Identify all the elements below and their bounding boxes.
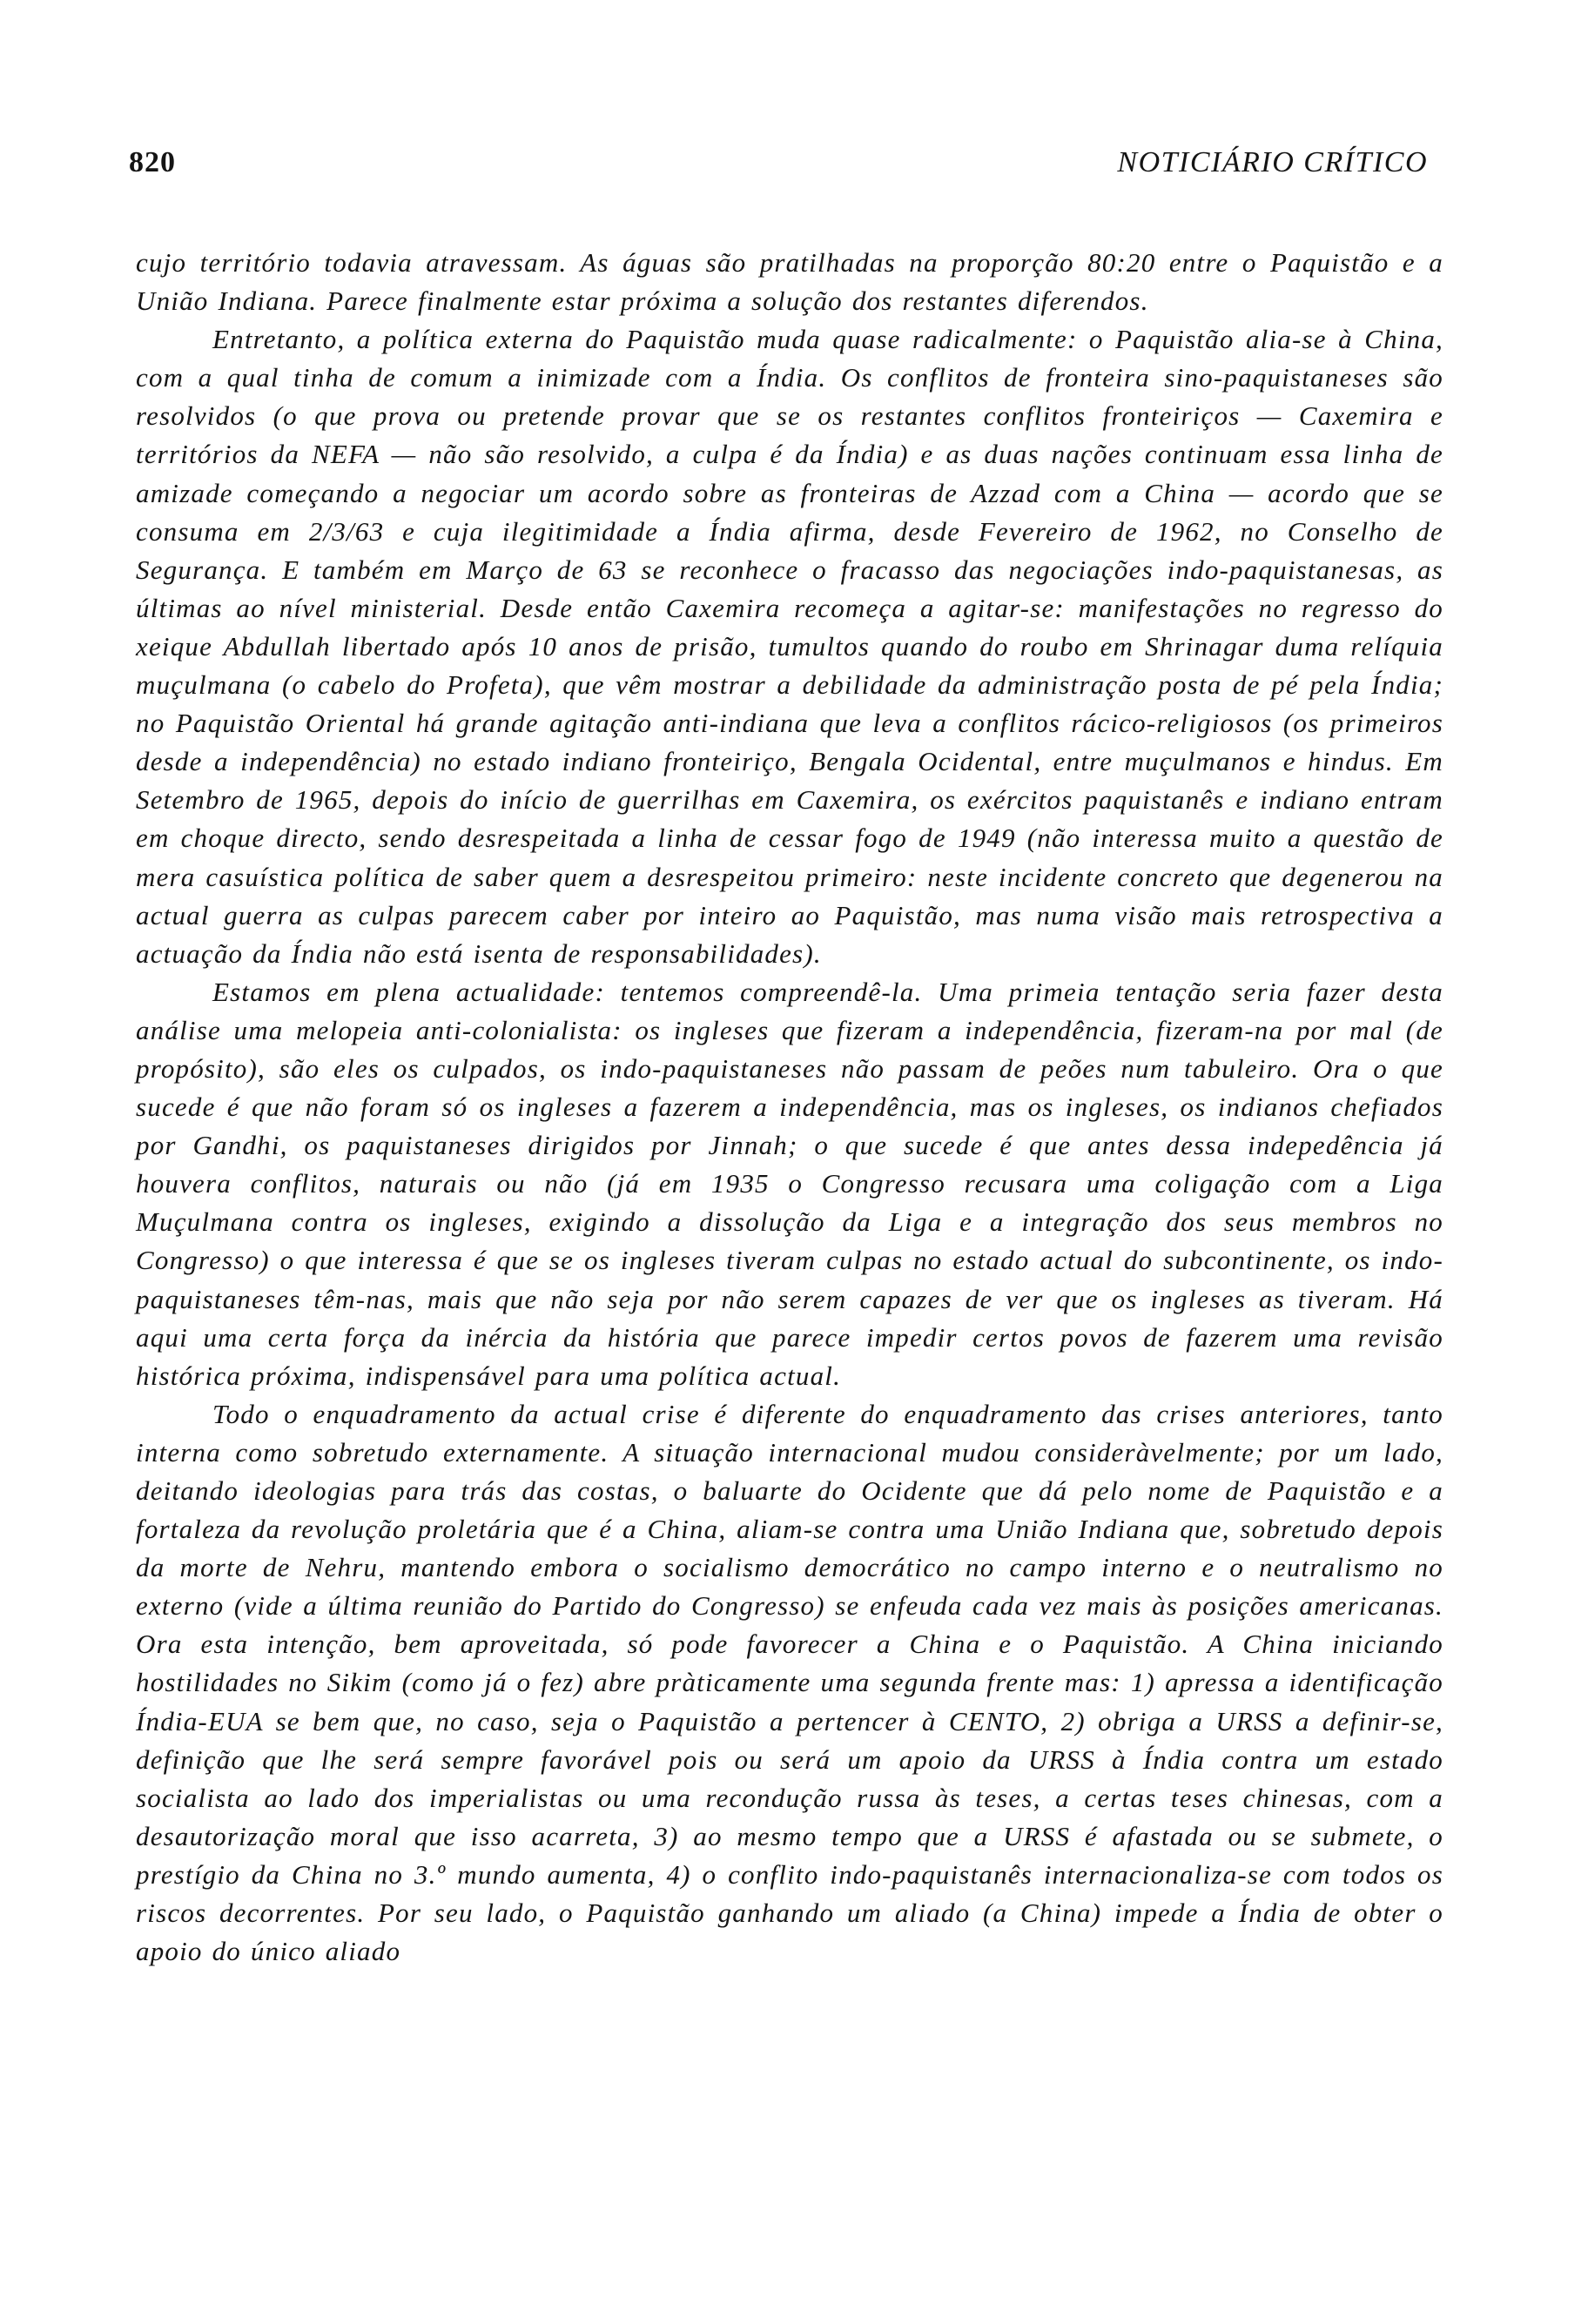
article-body xyxy=(136,244,1443,1971)
paragraph: Entretanto, a política externa do Paquistão muda quase radicalmente: o Paquistão alia-se à China, com a qual tinha de comum a inimizade com a Índia. Os conflitos de fronteira sino-paquistaneses são resolvidos (o que prova ou pretende provar que se os restantes conflitos fronteiriços — Caxemira e territórios da NEFA — não são resolvido, a culpa é da Índia) e as duas nações continuam essa linha de amizade começando a negociar um acordo sobre as fronteiras de Azzad com a China — acordo que se consuma em 2/3/63 e cuja ilegitimidade a Índia afirma, desde Fevereiro de 1962, no Conselho de Segurança. E também em Março de 63 se reconhece o fracasso das negociações indo-paquistanesas, as últimas ao nível ministerial. Desde então Caxemira recomeça a agitar-se: manifestações no regresso do xeique Abdullah libertado após 10 anos de prisão, tumultos quando do roubo em Shrinagar duma relíquia muçulmana (o cabelo do Profeta), que vêm mostrar a debilidade da administração posta de pé pela Índia; no Paquistão Oriental há grande agitação anti-indiana que leva a conflitos rácico-religiosos (os primeiros desde a independência) no estado indiano fronteiriço, Bengala Ocidental, entre muçulmanos e hindus. Em Setembro de 1965, depois do início de guerrilhas em Caxemira, os exércitos paquistanês e indiano entram em choque directo, sendo desrespeitada a linha de cessar fogo de 1949 (não interessa muito a questão de mera casuística política de saber quem a desrespeitou primeiro: neste incidente concreto que degenerou na actual guerra as culpas parecem caber por inteiro ao Paquistão, mas numa visão mais retrospectiva a actuação da Índia não está isenta de responsabilidades). xyxy=(136,324,1443,969)
paragraph-continuation: cujo território todavia atravessam. As águas são pratilhadas na proporção 80:20 entre o Paquistão e a União Indiana. Parece finalmente estar próxima a solução dos restantes diferendos. xyxy=(136,247,1443,317)
paragraph: Todo o enquadramento da actual crise é diferente do enquadramento das crises anteriores, tanto interna como sobretudo externamente. A situação internacional mudou consideràvelmente; por um lado, deitando ideologias para trás das costas, o baluarte do Ocidente que dá pelo nome de Paquistão e a fortaleza da revolução proletária que é a China, aliam-se contra uma União Indiana que, sobretudo depois da morte de Nehru, mantendo embora o socialismo democrático no campo interno e o neutralismo no externo (vide a última reunião do Partido do Congresso) se enfeuda cada vez mais às posições americanas. Ora esta intenção, bem aproveitada, só pode favorecer a China e o Paquistão. A China iniciando hostilidades no Sikim (como já o fez) abre pràticamente uma segunda frente mas: 1) apressa a identificação Índia-EUA se bem que, no caso, seja o Paquistão a pertencer à CENTO, 2) obriga a URSS a definir-se, definição que lhe será sempre favorável pois ou será um apoio da URSS à Índia contra um estado socialista ao lado dos imperialistas ou uma recondução russa às teses, a certas teses chinesas, com a desautorização moral que isso acarreta, 3) ao mesmo tempo que a URSS é afastada ou se submete, o prestígio da China no 3.º mundo aumenta, 4) o conflito indo-paquistanês internacionaliza-se com todos os riscos decorrentes. Por seu lado, o Paquistão ganhando um aliado (a China) impede a Índia de obter o apoio do único aliado xyxy=(136,1398,1443,1967)
page-header xyxy=(129,146,1428,190)
paragraph: Estamos em plena actualidade: tentemos compreendê-la. Uma primeia tentação seria fazer desta análise uma melopeia anti-colonialista: os ingleses que fizeram a independência, fizeram-na por mal (de propósito), são eles os culpados, os indo-paquistaneses não passam de peões num tabuleiro. Ora o que sucede é que não foram só os ingleses a fazerem a independência, mas os ingleses, os indianos chefiados por Gandhi, os paquistaneses dirigidos por Jinnah; o que sucede é que antes dessa indepedência já houvera conflitos, naturais ou não (já em 1935 o Congresso recusara uma coligação com a Liga Muçulmana contra os ingleses, exigindo a dissolução da Liga e a integração dos seus membros no Congresso) o que interessa é que se os ingleses tiveram culpas no estado actual do subcontinente, os indo-paquistaneses têm-nas, mais que não seja por não serem capazes de ver que os ingleses as tiveram. Há aqui uma certa força da inércia da história que parece impedir certos povos de fazerem uma revisão histórica próxima, indispensável para uma política actual. xyxy=(136,976,1443,1391)
page-number: 820 xyxy=(129,146,176,178)
running-head: NOTICIÁRIO CRÍTICO xyxy=(1117,146,1428,178)
